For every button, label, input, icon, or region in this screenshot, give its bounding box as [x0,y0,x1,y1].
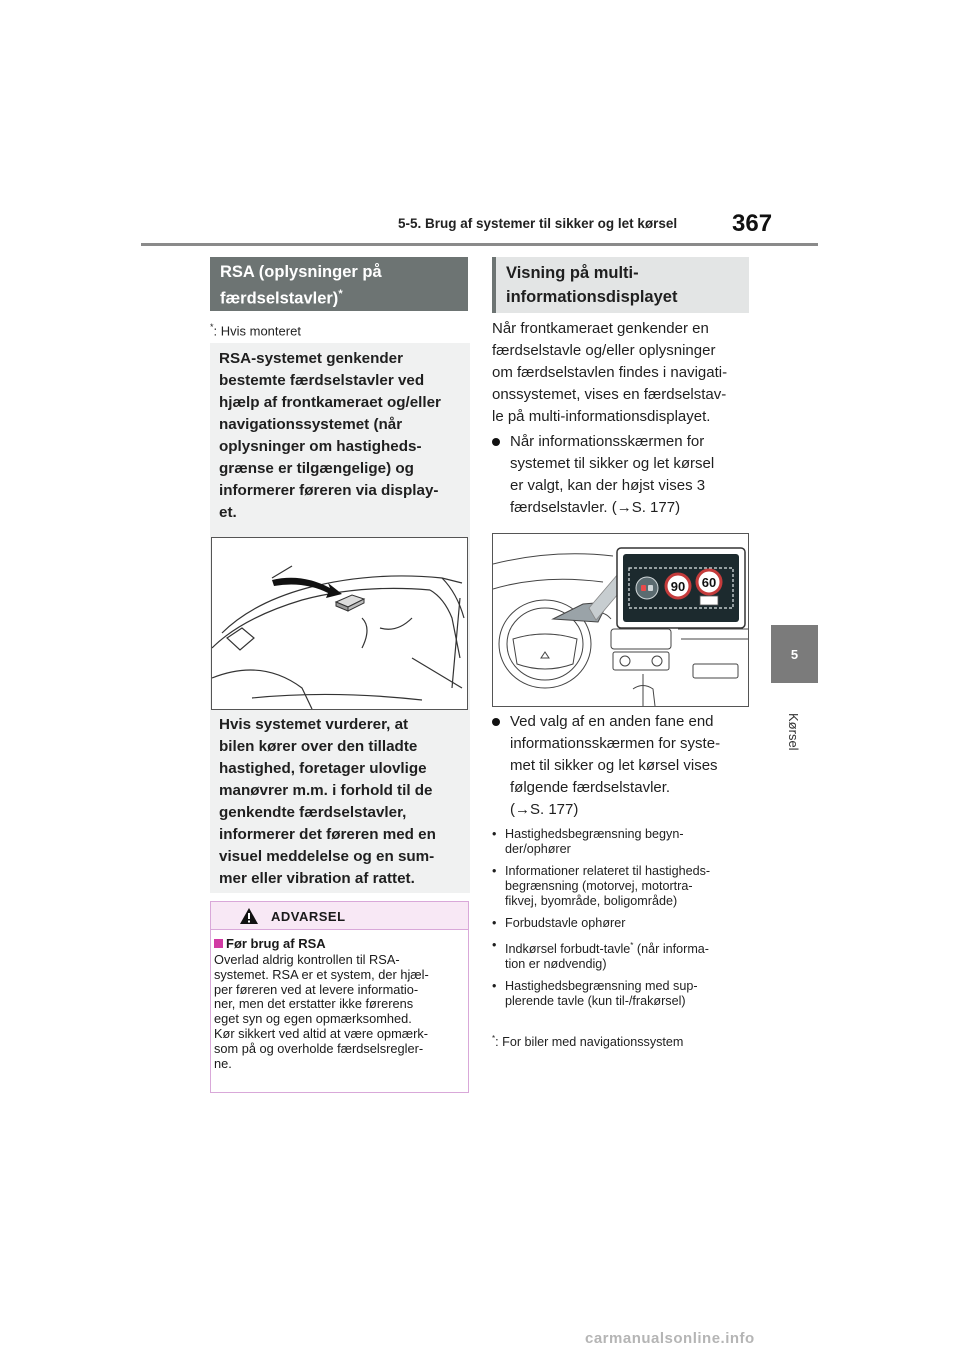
list-line [505,938,754,957]
warning-line: eget syn og egen opmærksomhed. [214,1011,412,1027]
rsa-intro-line: et. [219,504,237,521]
windshield-camera-illustration [211,537,468,710]
display-intro-line: om færdselstavlen findes i navigati- [492,364,728,381]
warning-line: ne. [214,1055,232,1071]
chapter-label [783,713,803,773]
display-heading-line1: Visning på multi- [506,264,639,282]
warning-line: Overlad aldrig kontrollen til RSA- [214,952,400,967]
rsa-intro-line: hjælp af frontkameraet og/eller [219,394,441,411]
list-line: • Informationer relateret til hastigheds- [505,864,711,878]
warning-header [211,902,468,930]
watermark: carmanualsonline.info [585,1330,755,1347]
camera-sensor [336,595,364,611]
rsa-outro-line: Hvis systemet vurderer, at [219,716,409,733]
list-item [492,938,754,972]
rsa-intro-paragraph [219,348,467,524]
list-line-part: Indkørsel forbudt-tavle [505,942,631,957]
list-line: • Hastighedsbegrænsning med sup- [505,979,698,994]
rsa-outro-paragraph [219,714,467,890]
bullet-line: systemet til sikker og let kørsel [510,455,715,472]
rsa-intro-line: grænse er tilgængelige) og [219,460,414,477]
warning-title: ADVARSEL [271,909,346,924]
list-line: tion er nødvendig) [505,957,607,972]
display-section-heading [492,257,749,313]
bullet-line: er valgt, kan der højst vises 3 [510,477,706,494]
warning-triangle-icon [239,907,259,925]
rsa-outro-line: bilen kører over den tilladte [219,738,418,755]
display-intro-line: færdselstavle og/eller oplysninger [492,342,716,359]
list-line: fikvej, byområde, boligområde) [505,894,678,908]
list-line: der/ophører [505,842,571,856]
bullet-dot-icon [492,438,500,446]
bullet-line[interactable]: (→S. 177) [510,801,579,818]
dashboard-drawing [493,534,748,706]
display-intro-line: onssystemet, vises en færdselstav- [492,386,727,403]
bullet-line: følgende færdselstavler. [510,779,671,796]
list-item [492,916,754,931]
section-header-title: 5-5. Brug af systemer til sikker og let kørsel [398,216,678,231]
bullet-line: Når informationsskærmen for [510,433,705,450]
warning-box [210,901,469,1093]
warning-line: per føreren ved at levere informatio- [214,981,419,997]
rsa-outro-line: visuel meddelelse og en sum- [219,848,435,865]
warning-text [214,953,466,1071]
speed-sign-90-text: 90 [670,579,686,594]
bullet-line[interactable]: færdselstavler. (→S. 177) [510,499,681,516]
list-line: begrænsning (motorvej, motortra- [505,879,693,893]
bullet-item-info-screen [492,431,754,519]
list-line: • Hastighedsbegrænsning begyn- [505,827,684,841]
navigation-footnote [492,1031,754,1050]
square-bullet-icon [214,939,223,948]
sign-types-list [492,827,754,1016]
header-rule [141,243,818,246]
rsa-intro-line: informerer føreren via display- [219,482,439,499]
rsa-heading-line2 [220,283,458,310]
display-heading-line2: informationsdisplayet [506,288,678,306]
display-intro-line: le på multi-informationsdisplayet. [492,408,711,425]
speed-sign-60 [697,570,721,605]
list-line-part: (når informa- [633,942,710,957]
list-mark: * [630,941,634,950]
speed-sign-60-text: 60 [701,575,717,590]
page-number: 367 [732,210,773,237]
rsa-intro-line: bestemte færdselstavler ved [219,372,425,389]
rsa-intro-line: navigationssystemet (når [219,416,403,433]
multi-info-display-illustration [492,533,749,707]
rsa-footnote-mark: * [210,322,214,332]
warning-subtitle-text: Før brug af RSA [226,936,326,951]
rsa-heading-line1: RSA (oplysninger på [220,263,382,281]
rsa-footnote-text: : Hvis monteret [213,323,301,339]
no-overtaking-sign-icon [636,577,658,599]
warning-line: systemet. RSA er et system, der hjæl- [214,966,429,982]
rsa-outro-line: genkendte færdselstavler, [219,804,407,821]
rsa-heading-line2-text: færdselstavler) [220,289,339,308]
chapter-label-text: Kørsel [786,713,801,751]
warning-line: ner, men det erstatter ikke førerens [214,996,414,1012]
rsa-heading-mark: * [338,288,343,300]
bullet-item-other-tab [492,711,754,821]
list-item [492,864,754,909]
nav-footnote-text: : For biler med navigationssystem [495,1035,684,1050]
windshield-drawing [212,538,467,709]
rsa-footnote [210,322,301,338]
display-intro-paragraph [492,318,752,428]
warning-subtitle [214,936,326,951]
warning-line: Kør sikkert ved altid at være opmærk- [214,1025,429,1041]
list-item [492,827,754,857]
rsa-outro-line: hastighed, foretager ulovlige [219,760,427,777]
speed-sign-90 [666,574,690,598]
chapter-tab[interactable]: 5 [771,625,818,683]
rsa-outro-line: informerer det føreren med en [219,826,436,843]
bullet-line: Ved valg af en anden fane end [510,713,714,730]
rsa-intro-line: RSA-systemet genkender [219,350,404,367]
rsa-section-heading [210,257,468,311]
nav-footnote-mark: * [492,1034,496,1043]
bullet-dot-icon [492,718,500,726]
rsa-intro-line: oplysninger om hastigheds- [219,438,422,455]
list-line: plerende tavle (kun til-/frakørsel) [505,994,686,1009]
bullet-line: informationsskærmen for syste- [510,735,721,752]
rsa-outro-line: mer eller vibration af rattet. [219,870,415,887]
list-item [492,979,754,1009]
display-intro-line: Når frontkameraet genkender en [492,320,709,337]
rsa-outro-line: manøvrer m.m. i forhold til de [219,782,433,799]
bullet-line: met til sikker og let kørsel vises [510,757,718,774]
supplementary-plate [700,596,718,605]
warning-line: som på og overholde færdselsregler- [214,1040,424,1056]
list-line: • Forbudstavle ophører [505,916,626,930]
